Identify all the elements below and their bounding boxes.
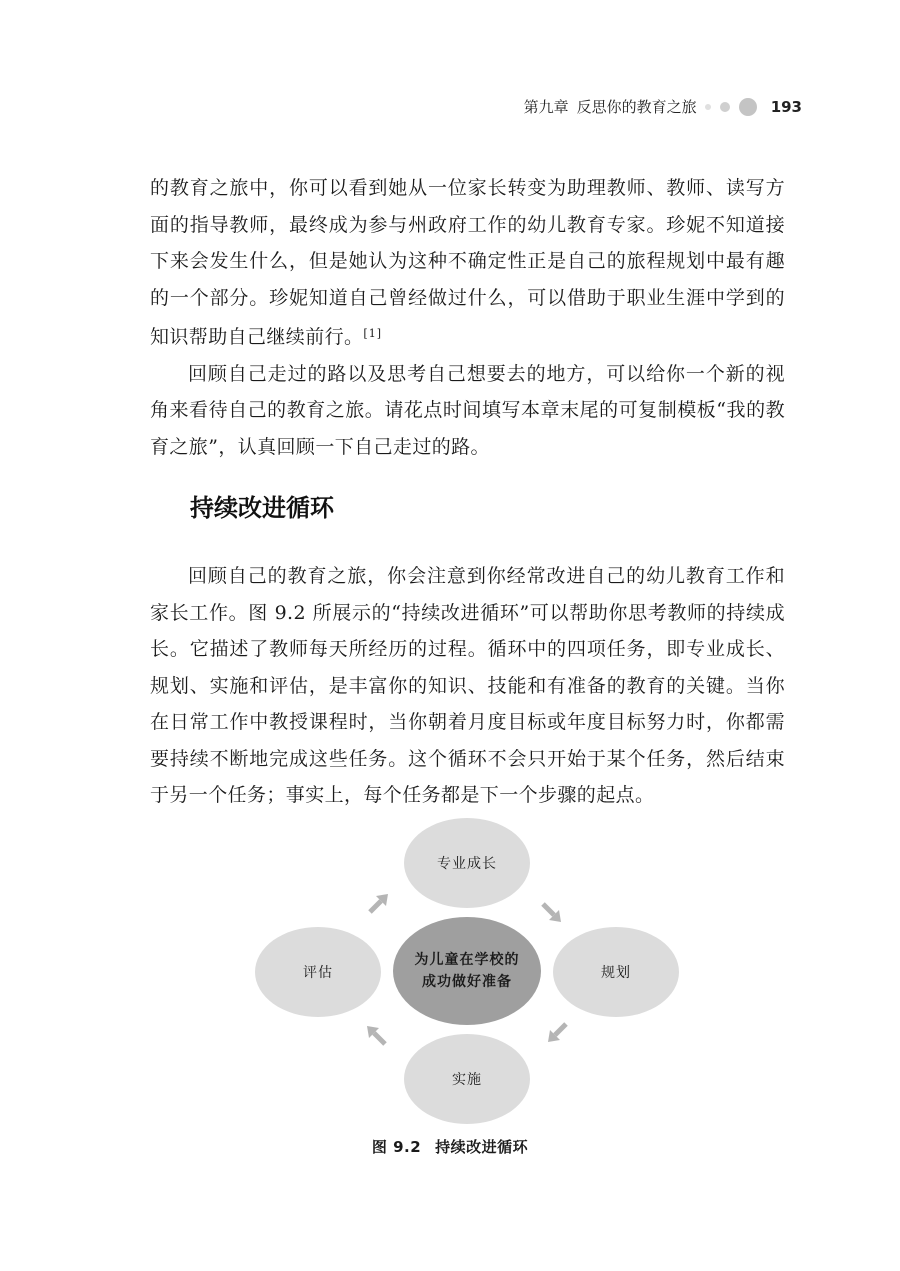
paragraph-text: 的教育之旅中，你可以看到她从一位家长转变为助理教师、教师、读写方面的指导教师，最终成为参与州政府工作的幼儿教育专家。珍妮不知道接下来会发生什么，但是她认为这种不确定性正是自己的旅程规划中最有趣的一个部分。珍妮知道自己曾经做过什么，可以借助于职业生涯中学到的知识帮助自己继续前行。 bbox=[150, 177, 785, 348]
figure-title: 持续改进循环 bbox=[435, 1138, 529, 1156]
figure-number: 图 9.2 bbox=[371, 1138, 422, 1156]
arrow-up-left-icon bbox=[367, 1026, 385, 1044]
center-line-2: 成功做好准备 bbox=[422, 974, 512, 990]
citation-marker: [1] bbox=[363, 327, 382, 340]
arrow-down-left-icon bbox=[548, 1024, 566, 1042]
paragraph: 回顾自己走过的路以及思考自己想要去的地方，可以给你一个新的视角来看待自己的教育之旅。请花点时间填写本章末尾的可复制模板“我的教育之旅”，认真回顾一下自己走过的路。 bbox=[150, 362, 785, 458]
paragraph: 回顾自己的教育之旅，你会注意到你经常改进自己的幼儿教育工作和家长工作。图 9.2 所展示的“持续改进循环”可以帮助你思考教师的持续成长。它描述了教师每天所经历的过程。循环中的四项任务，即专业成长、规划、实施和评估，是丰富你的知识、技能和有准备的教育的关键。当你在日常工作中教授课程时，当你朝着月度目标或年度目标努力时，你都需要持续不断地完成这些任务。这个循环不会只开始于某个任务，然后结束于另一个任务；事实上，每个任务都是下一个步骤的起点。 bbox=[150, 565, 785, 806]
cycle-node-planning: 规划 bbox=[553, 927, 679, 1017]
section-heading: 持续改进循环 bbox=[190, 494, 334, 522]
arrow-down-right-icon bbox=[543, 904, 561, 922]
chapter-label: 第九章 bbox=[523, 98, 569, 116]
cycle-node-implementation: 实施 bbox=[404, 1034, 530, 1124]
chapter-title: 反思你的教育之旅 bbox=[576, 98, 697, 116]
cycle-node-professional-growth: 专业成长 bbox=[404, 818, 530, 908]
arrow-up-right-icon bbox=[370, 894, 388, 912]
cycle-center-goal bbox=[393, 917, 541, 1025]
page-number: 193 bbox=[770, 97, 802, 116]
figure-caption bbox=[0, 1136, 900, 1157]
center-line-1: 为儿童在学校的 bbox=[414, 952, 520, 968]
cycle-node-assessment: 评估 bbox=[255, 927, 381, 1017]
